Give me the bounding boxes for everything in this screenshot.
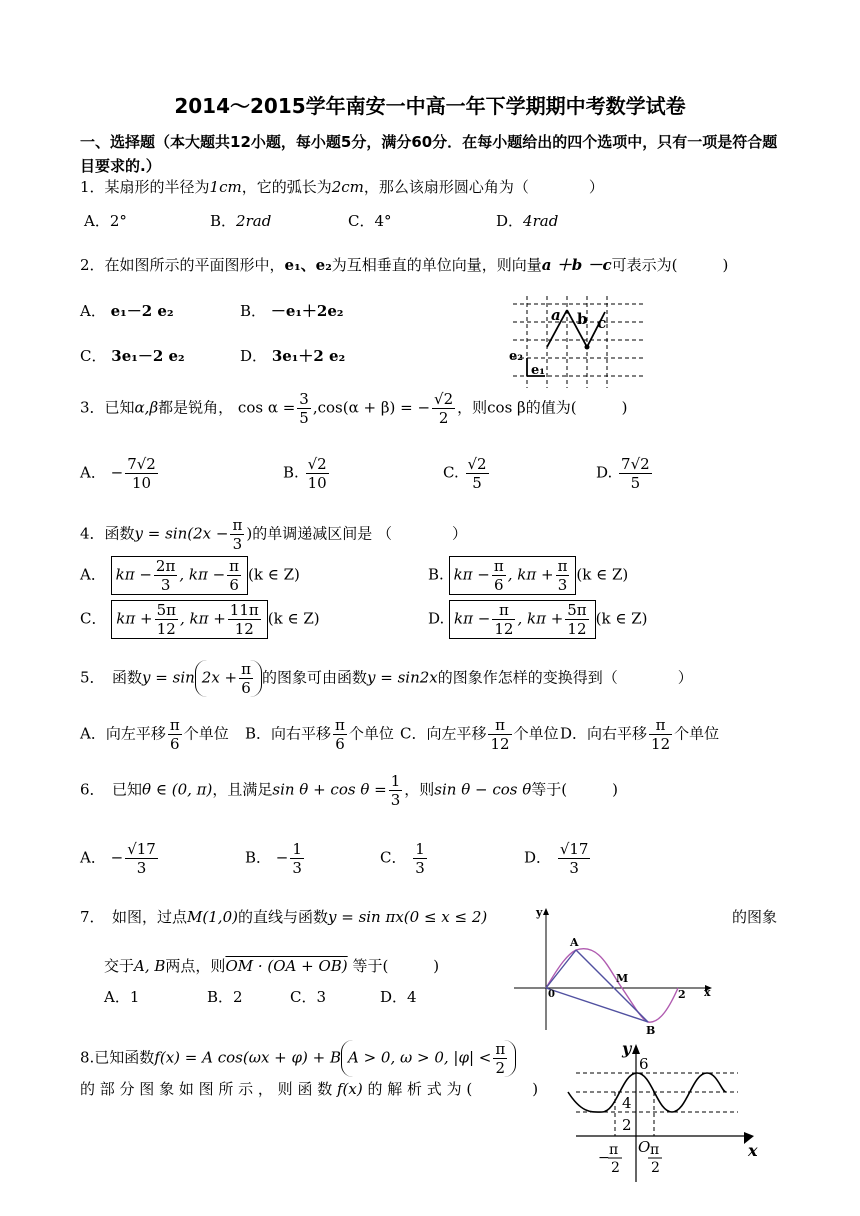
q3-option-b-den: 10: [306, 473, 329, 492]
q7-stem-line2: [104, 955, 439, 976]
q5-func1: y = sin: [142, 668, 195, 687]
q7-option-d[interactable]: [380, 986, 417, 1007]
q7-option-a-label: A．: [104, 988, 130, 1006]
q6-option-b-den: 3: [292, 859, 302, 877]
q1-option-d-value: 4rad: [523, 212, 559, 230]
q8-fig-label-pos-pi: π: [650, 1142, 660, 1158]
q4-option-c-label: C．: [80, 609, 107, 628]
q4-b-n2: π: [557, 557, 568, 575]
q4-func: y = sin(2x −: [134, 524, 229, 543]
q5-option-b-label: B．向右平移: [245, 724, 332, 743]
q8-text-c: 的 解 析 式 为 ( ): [367, 1080, 539, 1098]
q1-option-a-value: 2°: [109, 212, 127, 230]
q3-option-d-frac: [619, 455, 652, 492]
q1-stem: [80, 176, 604, 197]
q7-fig-label-origin: 0: [548, 989, 555, 1000]
q1-option-c-label: C．: [348, 212, 375, 230]
q4-stem: [80, 516, 467, 553]
q8-fig-label-pos-den: 2: [651, 1160, 660, 1176]
q5-option-c-unit: 个单位: [513, 724, 559, 743]
q6-frac: [389, 772, 403, 809]
q5-option-a-unit: 个单位: [183, 724, 229, 743]
q8-frac: [493, 1040, 507, 1077]
q3-stem: [80, 390, 627, 427]
q8-fig-label-2: 2: [622, 1116, 632, 1134]
q3-frac-2-den: 2: [432, 408, 455, 427]
q2-fig-label-b: b: [577, 310, 588, 328]
q7-option-b-value: 2: [233, 988, 243, 1006]
q7-stem-line1: [80, 906, 487, 927]
q3-option-c-den: 5: [466, 473, 489, 492]
q2-fig-label-e2: e₂: [509, 349, 523, 364]
q4-text-a: 4．函数: [80, 524, 135, 543]
section-heading: 一、选择题（本大题共12小题，每小题5分，满分60分．在每小题给出的四个选项中，只有一项是符合题目要求的.）: [80, 133, 778, 175]
q7-fig-label-a: A: [570, 936, 579, 949]
q4-option-a[interactable]: [80, 556, 300, 595]
q5-option-d-label: D．向右平移: [560, 724, 648, 743]
q4-d-kz: (k ∈ Z): [595, 609, 648, 628]
q4-d-d1: 12: [494, 620, 514, 638]
q6-stem: [80, 772, 618, 809]
q4-d-n2: 5π: [567, 601, 587, 619]
q2-vectors: e₁、e₂: [284, 256, 332, 274]
q6-text-d: 等于( ): [531, 780, 618, 799]
q3-option-a[interactable]: A． − $\frac{7√2}{10}$: [80, 455, 156, 492]
q3-option-d-den: 5: [619, 473, 652, 492]
q4-option-d-label: D.: [428, 609, 445, 628]
q5-text-c: 的图象作怎样的变换得到（ ）: [437, 668, 693, 687]
q4-func-end: ): [246, 524, 253, 543]
q5-frac-num: π: [241, 660, 251, 678]
q3-frac-2-num: √2: [434, 390, 454, 408]
q7-fig-label-x: x: [704, 986, 711, 999]
q1-option-d[interactable]: [496, 210, 558, 231]
q4-a-frac2: [227, 557, 241, 594]
q5-option-c-label: C．向左平移: [400, 724, 487, 743]
q6-text-b: ，且满足: [212, 780, 273, 799]
q6-option-b-label: B．: [245, 848, 272, 867]
q4-frac-den: 3: [230, 534, 244, 553]
q3-option-a-frac: [125, 455, 158, 492]
q6-option-d[interactable]: [524, 840, 592, 877]
q5-option-a-den: 6: [168, 734, 182, 753]
q7-option-b-label: B．: [207, 988, 234, 1006]
q5-option-b[interactable]: [245, 716, 394, 753]
q5-option-a[interactable]: [80, 716, 229, 753]
q8-text-b: 的 部 分 图 象 如 图 所 示 ， 则 函 数: [80, 1080, 333, 1098]
q5-option-b-den: 6: [333, 734, 347, 753]
q6-frac-den: 3: [390, 791, 401, 809]
q8-fx: f(x): [337, 1080, 363, 1098]
q5-option-d-den: 12: [651, 735, 671, 753]
q1-text-b: ，它的弧长为: [241, 178, 332, 196]
q4-a-d1: 3: [154, 575, 177, 594]
q2-option-d-label: D．: [240, 347, 268, 365]
q4-d-d2: 12: [565, 619, 588, 638]
q5-func2: y = sin2x: [367, 668, 438, 687]
q5-option-d-num: π: [655, 716, 666, 734]
q7-text-c: 的图象: [732, 908, 778, 926]
q5-frac: [239, 660, 253, 697]
q4-c-n1: 5π: [156, 601, 176, 619]
q8-fig-label-o: O: [638, 1138, 651, 1156]
q4-c-d1: 12: [155, 619, 178, 638]
q8-cosine-figure: [562, 1040, 772, 1185]
q5-option-d-frac: [649, 716, 672, 753]
q6-option-b-num: 1: [292, 840, 302, 858]
q7-option-b[interactable]: [207, 986, 243, 1007]
q2-option-c-value: 3e₁－2 e₂: [111, 347, 185, 365]
q4-b-n1: π: [493, 557, 504, 575]
q8-fig-label-6: 6: [639, 1055, 649, 1073]
q4-option-a-interval: [111, 556, 248, 595]
q4-a-frac1: [154, 557, 177, 594]
q4-c-kz: (k ∈ Z): [267, 609, 320, 628]
q8-stem-line2: [80, 1078, 538, 1099]
q1-option-b-label: B．: [210, 212, 237, 230]
q8-stem-line1: [80, 1040, 516, 1077]
q1-option-d-label: D．: [496, 212, 524, 230]
q4-b-frac1: [492, 557, 506, 594]
q6-option-a[interactable]: A． − $\frac{√17}{3}$: [80, 840, 156, 877]
q3-option-c-label: C.: [443, 463, 459, 482]
page-title: 2014～2015学年南安一中高一年下学期期中考数学试卷: [174, 94, 686, 118]
q3-option-b-label: B.: [283, 463, 299, 482]
q3-option-d[interactable]: [596, 455, 654, 492]
q2-fig-label-e1: e₁: [531, 363, 545, 378]
q7-text-f: 等于( ): [352, 957, 440, 975]
q7-option-d-label: D．: [380, 988, 408, 1006]
q3-option-c[interactable]: [443, 455, 491, 492]
q2-option-b[interactable]: [240, 300, 343, 321]
q1-text-a: 1．某扇形的半径为: [80, 178, 210, 196]
q1-radius: 1cm: [209, 178, 242, 196]
q4-b-right: , kπ +: [507, 565, 554, 584]
q7-text-d: 交于: [104, 957, 135, 975]
q4-option-a-label: A．: [80, 565, 106, 584]
q4-option-b-label: B.: [428, 565, 444, 584]
q3-text-b: 都是锐角，: [158, 398, 234, 417]
q2-text-b: 为互相垂直的单位向量，则向量: [331, 256, 542, 274]
q7-text-a: 7． 如图，过点: [80, 908, 188, 926]
q8-cond: A > 0, ω > 0, |φ| <: [348, 1048, 492, 1067]
q7-option-c[interactable]: [290, 986, 326, 1007]
q7-text-e: 两点，则: [165, 957, 226, 975]
q3-text-a: 3．已知: [80, 398, 135, 417]
q4-b-d2: 3: [556, 575, 570, 594]
q7-option-c-label: C．: [290, 988, 317, 1006]
q5-text-b: 的图象可由函数: [261, 668, 367, 687]
q6-option-a-frac: [125, 840, 158, 877]
q1-option-b-value: 2rad: [236, 212, 272, 230]
q7-option-c-value: 3: [316, 988, 327, 1006]
q8-frac-den: 2: [493, 1058, 507, 1077]
q5-inner: 2x +: [201, 668, 238, 687]
q3-frac-1: [297, 390, 311, 427]
q4-c-frac2: [228, 601, 261, 638]
q4-d-frac2: [565, 601, 588, 638]
q6-expr1: sin θ + cos θ =: [272, 780, 387, 799]
q2-fig-label-c: c: [597, 314, 607, 332]
q4-d-left: kπ −: [454, 609, 491, 628]
q2-point: [585, 345, 590, 350]
q4-b-frac2: [556, 557, 570, 594]
q4-c-frac1: [155, 601, 178, 638]
q2-vector-grid-figure: [505, 292, 650, 392]
q1-arc-length: 2cm: [331, 178, 364, 196]
q7-option-d-value: 4: [407, 988, 417, 1006]
q4-a-right: , kπ −: [179, 565, 226, 584]
q7-option-a-value: 1: [129, 988, 140, 1006]
q2-option-a-value: e₁－2 e₂: [110, 302, 174, 320]
q4-c-left: kπ +: [116, 609, 153, 628]
q5-option-d[interactable]: [560, 716, 719, 753]
q2-text-a: 2．在如图所示的平面图形中，: [80, 256, 285, 274]
q2-option-a[interactable]: [80, 300, 174, 321]
q4-text-b: 的单调递减区间是 （ ）: [252, 524, 467, 543]
q5-option-a-label: A．向左平移: [80, 724, 166, 743]
q2-option-d[interactable]: [240, 345, 345, 366]
q6-option-c-num: 1: [415, 840, 425, 858]
q3-option-a-label: A．: [80, 463, 106, 482]
q6-option-a-num: √17: [127, 840, 156, 858]
q8-text-a: 8.已知函数: [80, 1048, 155, 1067]
q3-option-b-num: √2: [307, 455, 327, 473]
q6-option-c[interactable]: [380, 840, 429, 877]
q2-option-c-label: C．: [80, 347, 107, 365]
q8-fig-label-x: x: [748, 1141, 758, 1160]
q7-ab: A, B: [134, 957, 166, 975]
q6-option-d-num: √17: [559, 840, 589, 858]
q4-option-c-interval: [111, 600, 267, 639]
q7-func: y = sin πx(0 ≤ x ≤ 2): [327, 908, 488, 926]
q7-fig-label-2: 2: [678, 988, 686, 1001]
q6-text-c: ，则: [404, 780, 435, 799]
q4-option-b-interval: [449, 556, 577, 595]
q3-option-d-label: D.: [596, 463, 613, 482]
q5-option-c-frac: [488, 716, 511, 753]
q2-stem: [80, 254, 728, 275]
q5-paren: [195, 660, 262, 697]
q6-condition: θ ∈ (0, π): [142, 780, 213, 799]
q1-option-c-value: 4°: [374, 212, 392, 230]
q8-fig-label-4: 4: [622, 1094, 632, 1112]
q2-text-c: 可表示为( ): [611, 256, 729, 274]
q6-option-d-label: D．: [524, 848, 552, 867]
q3-cos-alpha: cos α =: [237, 398, 296, 417]
q6-option-b[interactable]: B． − $\frac{1}{3}$: [245, 840, 302, 877]
q4-frac-num: π: [232, 516, 243, 534]
q7-vector-expr: OM · (OA + OB): [225, 957, 348, 975]
q3-cos-alpha-beta: ,cos(α + β) = −: [312, 398, 431, 417]
q2-option-b-label: B．: [240, 302, 267, 320]
q5-option-b-unit: 个单位: [348, 724, 394, 743]
q4-b-left: kπ −: [453, 565, 490, 584]
q6-option-c-frac: [413, 840, 427, 877]
q4-option-b[interactable]: [428, 556, 628, 595]
q3-option-b[interactable]: [283, 455, 331, 492]
q7-fig-label-y: y: [536, 906, 543, 919]
q3-text-c: ，则: [457, 398, 488, 417]
q1-option-c[interactable]: [348, 210, 392, 231]
q2-expression: a ＋b －c: [541, 256, 612, 274]
q6-option-c-den: 3: [415, 859, 425, 877]
q1-option-a-label: A．: [84, 212, 110, 230]
q4-d-frac1: [492, 601, 515, 638]
q2-option-d-value: 3e₁＋2 e₂: [271, 347, 346, 365]
q8-fig-label-y: y: [622, 1040, 632, 1058]
q7-fig-label-m: M: [616, 972, 629, 985]
q3-frac-1-num: 3: [299, 390, 309, 408]
q4-a-d2: 6: [227, 575, 241, 594]
q3-text-d: 的值为( ): [525, 398, 628, 417]
q5-option-b-num: π: [335, 716, 345, 734]
q5-option-c-num: π: [495, 716, 505, 734]
q3-option-a-den: 10: [125, 473, 158, 492]
q5-option-d-unit: 个单位: [674, 724, 720, 743]
q3-frac-2: [432, 390, 455, 427]
q4-a-n1: 2π: [155, 557, 176, 575]
q4-option-d-interval: [449, 600, 596, 639]
q4-a-left: kπ −: [115, 565, 152, 584]
q2-fig-label-a: a: [551, 306, 561, 324]
q8-frac-num: π: [495, 1040, 506, 1058]
q7-point-m: M(1,0): [187, 908, 238, 926]
q3-option-c-num: √2: [467, 455, 487, 473]
q8-fig-label-neg-den: 2: [611, 1160, 620, 1176]
q4-c-d2: 12: [228, 619, 261, 638]
q5-option-b-frac: [333, 716, 347, 753]
q5-text-a: 5． 函数: [80, 668, 143, 687]
q3-option-c-frac: [466, 455, 489, 492]
q6-option-d-frac: [558, 840, 591, 877]
q6-option-c-label: C．: [380, 848, 407, 867]
q4-option-c[interactable]: [80, 600, 320, 639]
q6-frac-num: 1: [390, 772, 401, 790]
q1-option-b[interactable]: [210, 210, 271, 231]
q3-option-a-num: 7√2: [127, 455, 156, 473]
q5-option-c[interactable]: [400, 716, 559, 753]
q5-stem: [80, 660, 693, 697]
q3-cos-beta: cos β: [487, 398, 526, 417]
q4-option-d[interactable]: [428, 600, 648, 639]
q6-option-d-den: 3: [558, 858, 591, 877]
q6-expr2: sin θ − cos θ: [434, 780, 532, 799]
q7-fig-label-b: B: [646, 1024, 656, 1034]
q1-text-c: ，那么该扇形圆心角为（ ）: [363, 178, 604, 196]
q6-option-a-den: 3: [125, 858, 158, 877]
q4-d-right: , kπ +: [517, 609, 564, 628]
q4-a-kz: (k ∈ Z): [248, 565, 300, 584]
q4-d-n1: π: [498, 601, 509, 619]
q5-option-a-frac: [168, 716, 182, 753]
q3-angles: α,β: [134, 398, 159, 417]
q8-func: f(x) = A cos(ωx + φ) + B: [154, 1048, 341, 1067]
q3-frac-1-den: 5: [299, 409, 309, 427]
q2-option-b-value: －e₁＋2e₂: [270, 302, 344, 320]
q6-option-b-frac: [290, 840, 304, 877]
q4-c-right: , kπ +: [179, 609, 226, 628]
q4-a-n2: π: [229, 557, 240, 575]
q5-option-a-num: π: [169, 716, 180, 734]
q3-option-b-frac: [306, 455, 329, 492]
q2-option-c[interactable]: [80, 345, 185, 366]
q8-fig-label-neg-pi: π: [609, 1142, 619, 1158]
q7-option-a[interactable]: [104, 986, 139, 1007]
q4-b-d1: 6: [492, 575, 506, 594]
q6-option-a-label: A．: [80, 848, 106, 867]
q7-text-b: 的直线与函数: [237, 908, 328, 926]
q7-sine-figure: [510, 902, 720, 1034]
q4-c-n2: 11π: [229, 601, 259, 619]
q8-fig-label-minus: −: [598, 1150, 610, 1166]
q4-frac: [230, 516, 244, 553]
q5-frac-den: 6: [239, 678, 253, 697]
q2-option-a-label: A．: [80, 302, 106, 320]
q6-text-a: 6． 已知: [80, 780, 143, 799]
q1-option-a[interactable]: [84, 210, 127, 231]
q8-paren: [341, 1040, 516, 1077]
q3-option-d-num: 7√2: [621, 455, 650, 473]
q5-option-c-den: 12: [490, 735, 510, 753]
q4-b-kz: (k ∈ Z): [576, 565, 629, 584]
